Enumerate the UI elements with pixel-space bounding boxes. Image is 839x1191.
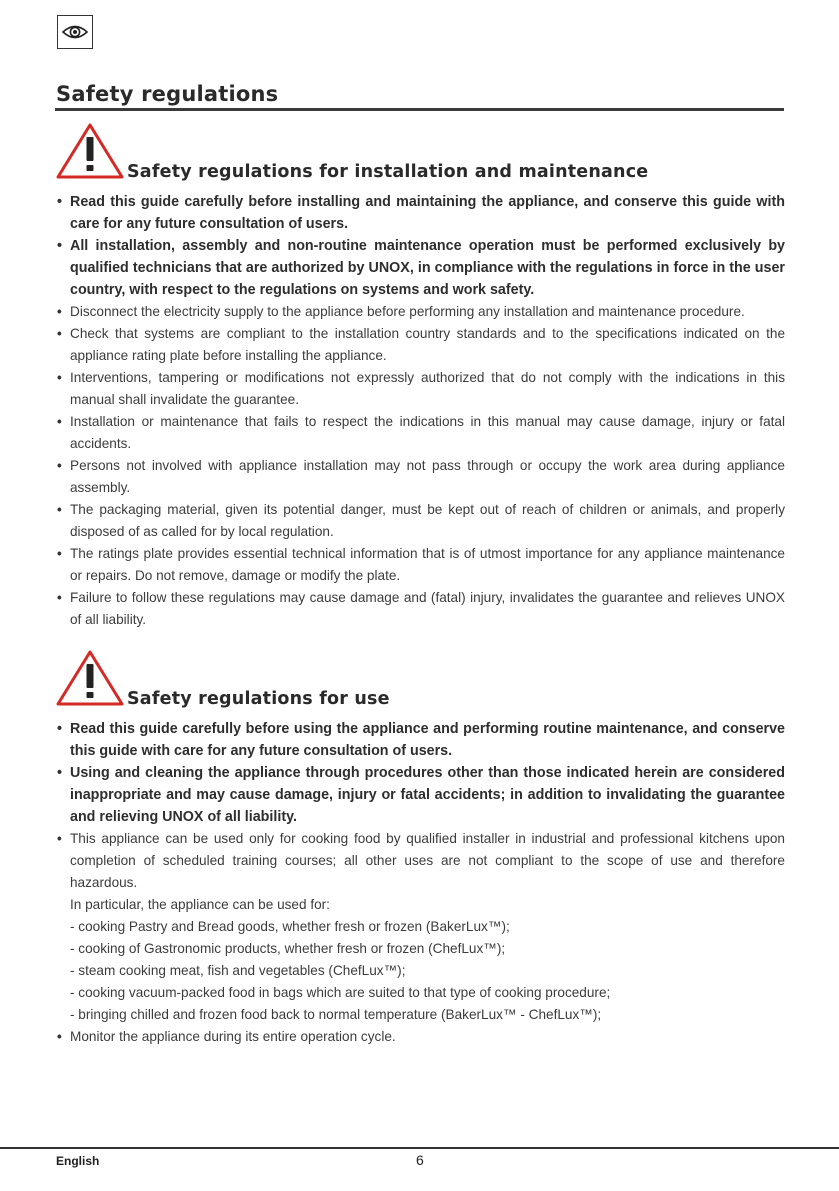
list-item (55, 718, 785, 762)
list-item (55, 455, 785, 499)
list-item-text: Disconnect the electricity supply to the appliance before performing any installation and maintenance procedure. (70, 304, 745, 319)
list-item-text: The packaging material, given its potential danger, must be kept out of reach of children or animals, and properly disposed of as called for by local regulation. (70, 502, 785, 539)
bullet-list (55, 718, 785, 1048)
list-item (55, 828, 785, 1026)
list-item (55, 762, 785, 828)
list-item (55, 301, 785, 323)
list-item (55, 323, 785, 367)
list-item-text: Interventions, tampering or modifications not expressly authorized that do not comply with the indications in this manual shall invalidate the guarantee. (70, 370, 785, 407)
list-item (55, 1026, 785, 1048)
list-item (55, 235, 785, 301)
section-title: Safety regulations for installation and maintenance (127, 162, 649, 182)
section-title: Safety regulations for use (127, 689, 390, 709)
eye-icon (61, 23, 89, 41)
section-installation-maintenance (55, 121, 785, 631)
sub-item-text: - bringing chilled and frozen food back to normal temperature (BakerLux™ - ChefLux™); (70, 1007, 602, 1022)
list-item (55, 191, 785, 235)
list-item-text: This appliance can be used only for cooking food by qualified installer in industrial and professional kitchens upon completion of scheduled training courses; all other uses are not compliant to the scope of use and therefore hazardous. (70, 831, 785, 890)
list-item-text: Read this guide carefully before using the appliance and performing routine maintenance, and conserve this guide with care for any future consultation of users. (70, 721, 785, 759)
list-item-text: Read this guide carefully before installing and maintaining the appliance, and conserve this guide with care for any future consultation of users. (70, 194, 785, 232)
list-item-text: Monitor the appliance during its entire operation cycle. (70, 1029, 396, 1044)
footer-divider (0, 1147, 839, 1149)
sub-item-text: In particular, the appliance can be used for: (70, 897, 330, 912)
bullet-list (55, 191, 785, 631)
list-item (55, 411, 785, 455)
eye-icon-box (57, 15, 93, 49)
list-item-text: Using and cleaning the appliance through procedures other than those indicated herein are considered inappropriate and may cause damage, injury or fatal accidents; in addition to invalidating the guarantee and relieving UNOX of all liability. (70, 765, 785, 825)
sub-item-text: - cooking of Gastronomic products, whether fresh or frozen (ChefLux™); (70, 941, 506, 956)
list-item (55, 587, 785, 631)
list-item (55, 499, 785, 543)
list-item-text: Installation or maintenance that fails to respect the indications in this manual may cause damage, injury or fatal accidents. (70, 414, 785, 451)
section-header (55, 648, 785, 710)
warning-triangle-icon (55, 648, 125, 708)
sub-item-text: - cooking vacuum-packed food in bags which are suited to that type of cooking procedure; (70, 985, 611, 1000)
page-number: 6 (416, 1152, 424, 1168)
page-title: Safety regulations (56, 82, 279, 106)
list-item-text: Persons not involved with appliance installation may not pass through or occupy the work area during appliance assembly. (70, 458, 785, 495)
list-item-text: Check that systems are compliant to the installation country standards and to the specifications indicated on the appliance rating plate before installing the appliance. (70, 326, 785, 363)
footer-language: English (56, 1154, 100, 1168)
list-item (55, 543, 785, 587)
list-item-text: The ratings plate provides essential technical information that is of utmost importance for any appliance maintenance or repairs. Do not remove, damage or modify the plate. (70, 546, 785, 583)
list-item-text: All installation, assembly and non-routine maintenance operation must be performed exclusively by qualified technicians that are authorized by UNOX, in compliance with the regulations in force in the user country, with respect to the regulations on systems and work safety. (70, 238, 785, 298)
list-item (55, 367, 785, 411)
title-divider (55, 108, 784, 111)
section-use (55, 648, 785, 1048)
warning-triangle-icon (55, 121, 125, 181)
sub-item-text: - steam cooking meat, fish and vegetables (ChefLux™); (70, 963, 406, 978)
list-item-text: Failure to follow these regulations may cause damage and (fatal) injury, invalidates the guarantee and relieves UNOX of all liability. (70, 590, 785, 627)
sub-item-text: - cooking Pastry and Bread goods, whether fresh or frozen (BakerLux™); (70, 919, 510, 934)
section-header (55, 121, 785, 183)
